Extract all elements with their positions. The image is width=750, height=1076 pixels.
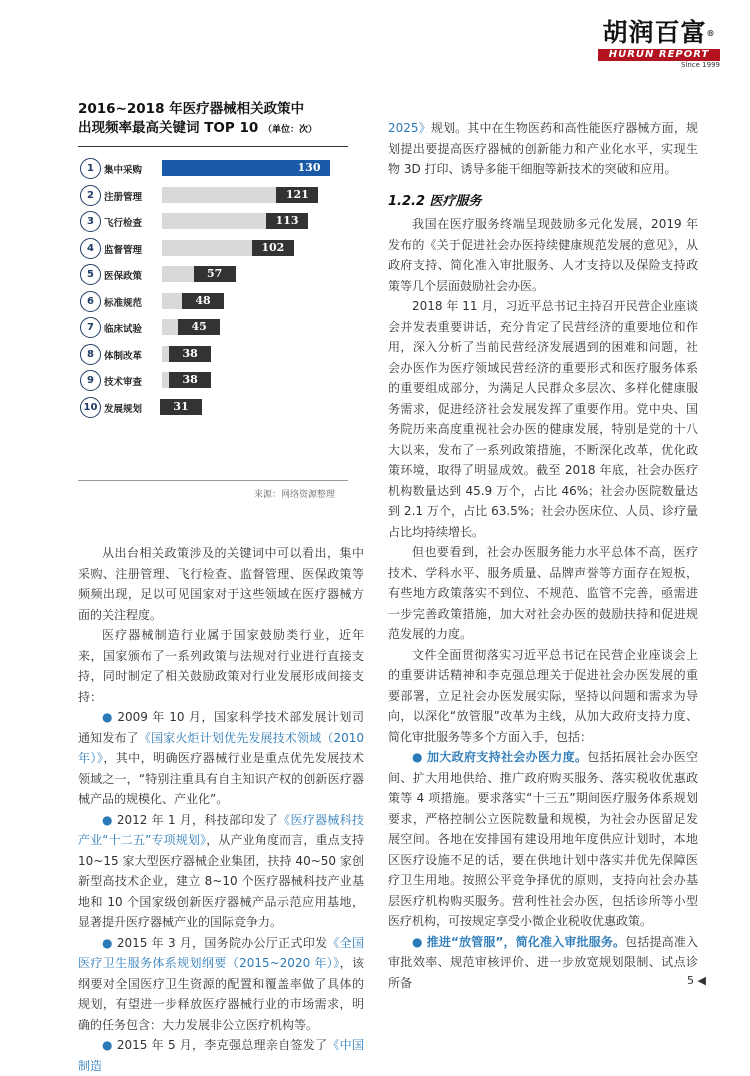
- keyword-label: 标准规范: [104, 297, 143, 309]
- left-paragraph-2: 医疗器械制造行业属于国家鼓励类行业，近年来，国家颁布了一系列政策与法规对行业进行直接支持，同时制定了相关鼓励政策对行业发展形成间接支持：: [78, 628, 364, 704]
- bullet-dot-icon: ●: [412, 934, 427, 949]
- chart-unit: （单位：次）: [262, 125, 317, 135]
- right-paragraph-3: 但也要看到，社会办医服务能力水平总体不高，医疗技术、学科水平、服务质量、品牌声誉等方面存在短板，有些地方政策落实不到位、不规范、监管不完善，亟需进一步完善政策措施，加大对社会办医的鼓励扶持和促进规范发展的力度。: [388, 545, 698, 641]
- bullet-text: ，该纲要对全国医疗卫生资源的配置和覆盖率做了具体的规划，有望进一步释放医疗器械行业的市场需求，明确的任务包含：大力发展非公立医疗机构等。: [78, 956, 364, 1032]
- chart-row: [78, 184, 348, 206]
- paragraph-text: 规划。其中在生物医药和高性能医疗器械方面，规划提出要提高医疗器械的创新能力和产业化水平，实现生物 3D 打印、诱导多能干细胞等新技术的突破和应用。: [388, 121, 698, 176]
- chart-title-line2: 出现频率最高关键词 TOP 10: [78, 120, 259, 136]
- chart-row: [78, 210, 348, 232]
- chart-row: [78, 316, 348, 338]
- keyword-label: 医保政策: [104, 271, 143, 282]
- registered-mark: ®: [706, 28, 716, 38]
- chart-row: [78, 290, 348, 312]
- rank-badge: 5: [80, 264, 101, 285]
- value-label: 102: [252, 240, 294, 256]
- chart-row: [78, 157, 348, 179]
- bullet-text: ，其中，明确医疗器械行业是重点优先发展技术领域之一，“特别注重具有自主知识产权的创新医疗器械产品的规模化、产业化”。: [78, 751, 364, 806]
- right-paragraph-4: 文件全面贯彻落实习近平总书记在民营企业座谈会上的重要讲话精神和李克强总理关于促进社会办医发展的重要部署，立足社会办医发展实际，坚持以问题和需求为导向，以深化“放管服”改革为主线，从加大政府支持力度、简化审批服务等多个方面入手，包括：: [388, 647, 698, 744]
- bullet-text: 2015 年 5 月，李克强总理亲自签发了: [116, 1038, 328, 1052]
- chart-row: [78, 369, 348, 391]
- left-bullet-4: [78, 1035, 364, 1076]
- page-number: 5 ◀: [687, 974, 706, 987]
- rank-badge: 8: [80, 344, 101, 365]
- keyword-label: 飞行检查: [104, 218, 143, 229]
- bullet-dot-icon: ●: [102, 1038, 117, 1052]
- hurun-logo: [598, 18, 720, 70]
- bullet-text: 2015 年 3 月，国务院办公厅正式印发: [116, 935, 328, 950]
- bullet-heading: 推进“放管服”，简化准入审批服务。: [426, 934, 626, 949]
- logo-since: Since 1999: [680, 61, 720, 69]
- rank-badge: 6: [80, 291, 101, 312]
- chart-title: [78, 100, 348, 140]
- rank-badge: 9: [80, 370, 101, 391]
- left-bullet-2: [78, 810, 364, 933]
- value-label: 38: [169, 346, 211, 362]
- rank-badge: 7: [80, 317, 101, 338]
- bullet-dot-icon: ●: [102, 935, 117, 950]
- chart-bottom-rule: [78, 480, 348, 481]
- bullet-text: 2009 年 10 月，国家科学技术部发展计划司通知发布了: [78, 710, 364, 745]
- keyword-label: 技术审查: [104, 377, 143, 388]
- logo-english-bar: HURUN REPORT: [598, 49, 720, 61]
- right-bullet-1: [388, 747, 698, 932]
- bullet-dot-icon: ●: [412, 750, 427, 764]
- keyword-chart: [78, 100, 348, 447]
- bullet-dot-icon: ●: [102, 812, 117, 827]
- bullet-text: ，从产业角度而言，重点支持 10~15 家大型医疗器械企业集团，扶持 40~50 家创新型高技术企业，建立 8~10 个医疗器械科技产业基地和 10 个国家级创新医疗器械产品示范应用基地，显著提升医疗器械产业的国际竞争力。: [78, 833, 364, 929]
- policy-link[interactable]: 《医疗器械科技产业“十二五”专项规划》: [78, 812, 364, 847]
- left-bullet-3: [78, 933, 364, 1036]
- value-label: 38: [169, 372, 211, 388]
- keyword-label: 注册管理: [104, 191, 143, 203]
- policy-link[interactable]: 《全国医疗卫生服务体系规划纲要（2015~2020 年）》: [78, 935, 364, 970]
- logo-chinese-text: 胡润百富®: [602, 18, 716, 47]
- keyword-label: 集中采购: [104, 165, 143, 176]
- left-paragraph-1: 从出台相关政策涉及的关键词中可以看出，集中采购、注册管理、飞行检查、监督管理、医保政策等频频出现，足以可见国家对于这些领域在医疗器械方面的关注程度。: [78, 546, 364, 622]
- rank-badge: 2: [80, 185, 101, 206]
- policy-link[interactable]: 《国家火炬计划优先发展技术领域（2010 年）》: [78, 730, 364, 765]
- value-label: 121: [276, 187, 318, 203]
- keyword-label: 监督管理: [104, 244, 143, 256]
- value-label: 31: [160, 399, 202, 415]
- rank-badge: 1: [80, 158, 101, 179]
- left-bullet-1: [78, 707, 364, 810]
- right-continuation: [388, 118, 698, 180]
- chart-title-line1: 2016~2018 年医疗器械相关政策中: [78, 101, 305, 117]
- value-label: 57: [194, 266, 236, 282]
- bullet-dot-icon: ●: [102, 710, 118, 724]
- chart-bars-area: [78, 157, 348, 447]
- rank-badge: 10: [80, 397, 101, 418]
- chart-row: [78, 237, 348, 259]
- keyword-label: 发展规划: [104, 403, 143, 415]
- value-label: 113: [266, 213, 308, 229]
- right-paragraph-1: 我国在医疗服务终端呈现鼓励多元化发展，2019 年发布的《关于促进社会办医持续健康规范发展的意见》，从政府支持、简化准入审批服务、人才支持以及保险支持政策等几个层面鼓励社会办医。: [388, 217, 698, 293]
- value-label: 48: [182, 293, 224, 309]
- bullet-text: 包括提高准入审批效率、规范审核评价、进一步放宽规划限制、试点诊所备: [388, 934, 698, 990]
- right-bullet-2: [388, 932, 698, 994]
- chart-row: [78, 343, 348, 365]
- keyword-label: 临床试验: [104, 324, 143, 335]
- keyword-label: 体制改革: [104, 350, 143, 362]
- chart-row: [78, 263, 348, 285]
- left-column: [78, 543, 364, 1076]
- rank-badge: 3: [80, 211, 101, 232]
- policy-link[interactable]: 2025》: [388, 121, 431, 135]
- value-label: 45: [178, 319, 220, 335]
- rank-badge: 4: [80, 238, 101, 259]
- bullet-heading: 加大政府支持社会办医力度。: [426, 750, 588, 764]
- bullet-text: 包括拓展社会办医空间、扩大用地供给、推广政府购买服务、落实税收优惠政策等 4 项措施。要求落实“十三五”期间医疗服务体系规划要求，严格控制公立医院数量和规模，为社会办医留足发展空间。各地在安排国有建设用地年度供应计划时，本地区医疗设施不足的话，要在供地计划中落实并优先保障医疗卫生用地。按照公平竞争择优的原则，支持向社会办基层医疗机构购买服务。营利性社会办医，包括诊所等小型医疗机构，可按规定享受小微企业税收优惠政策。: [388, 750, 698, 928]
- bullet-text: 2012 年 1 月，科技部印发了: [116, 812, 279, 827]
- right-paragraph-2: 2018 年 11 月，习近平总书记主持召开民营企业座谈会并发表重要讲话，充分肯定了民营经济的重要地位和作用，深入分析了当前民营经济发展遇到的困难和问题，社会办医作为医疗领域民营经济的重要形式和医疗服务体系的重要组成部分，为满足人民群众多层次、多样化健康服务需求，促进经济社会发展发挥了重要作用。党中央、国务院历来高度重视社会办医的健康发展，特别是党的十八大以来，发布了一系列政策措施，不断深化改革，优化政策环境，取得了明显成效。截至 2018 年底，社会办医疗机构数量达到 45.9 万个，占比 46%；社会办医院数量达到 2.1 万个，占比 63.5%；社会办医床位、人员、诊疗量占比均持续增长。: [388, 299, 698, 539]
- section-heading: 1.2.2 医疗服务: [388, 193, 482, 209]
- chart-source: 来源：网络资源整理: [254, 490, 336, 500]
- value-label: 130: [288, 160, 330, 176]
- chart-row: [78, 396, 348, 418]
- chart-divider: [78, 146, 348, 147]
- right-column: [388, 118, 698, 993]
- policy-link[interactable]: 《中国制造: [78, 1038, 364, 1073]
